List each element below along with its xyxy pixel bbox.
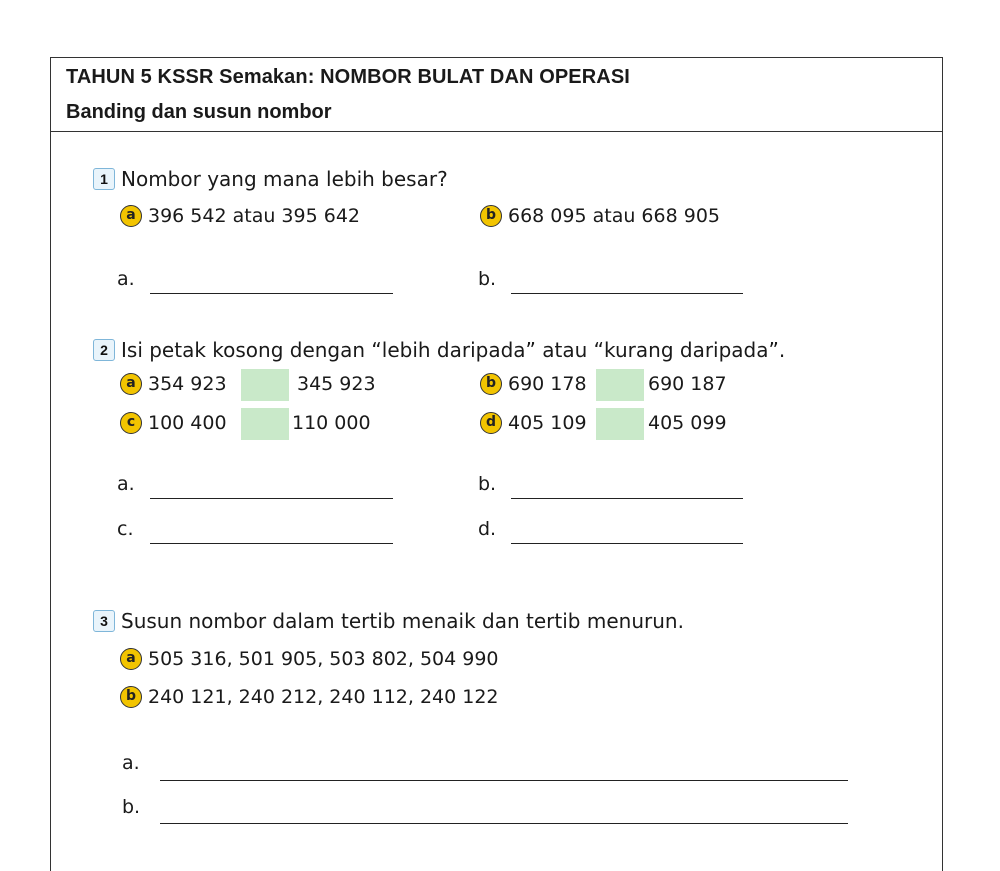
q3-option-a-marker: a [120, 648, 142, 670]
q2-answer-a-line[interactable] [150, 498, 393, 499]
q2-option-b-blank-box[interactable] [596, 369, 644, 401]
q1-answer-a-line[interactable] [150, 293, 393, 294]
q3-answer-b-label: b. [122, 796, 141, 818]
q3-answer-b-line[interactable] [160, 823, 848, 824]
q2-answer-b-label: b. [478, 473, 497, 495]
q1-answer-a-label: a. [117, 268, 135, 290]
question-3-number: 3 [93, 610, 115, 632]
q2-option-a-marker: a [120, 373, 142, 395]
q2-option-b-marker: b [480, 373, 502, 395]
q2-answer-d-line[interactable] [511, 543, 743, 544]
question-1-text: Nombor yang mana lebih besar? [121, 167, 448, 191]
q2-option-d-left: 405 109 [508, 412, 587, 434]
q2-answer-c-label: c. [117, 518, 134, 540]
q1-answer-b-line[interactable] [511, 293, 743, 294]
q2-option-d-marker: d [480, 412, 502, 434]
q3-answer-a-line[interactable] [160, 780, 848, 781]
worksheet-title: TAHUN 5 KSSR Semakan: NOMBOR BULAT DAN OPERASI [66, 66, 630, 88]
q2-answer-a-label: a. [117, 473, 135, 495]
q3-option-b-text: 240 121, 240 212, 240 112, 240 122 [148, 686, 499, 708]
worksheet-header [51, 58, 942, 132]
q2-option-b-right: 690 187 [648, 373, 727, 395]
q2-option-d-right: 405 099 [648, 412, 727, 434]
q1-option-b-marker: b [480, 205, 502, 227]
q2-option-a-right: 345 923 [297, 373, 376, 395]
question-1-number: 1 [93, 168, 115, 190]
q3-option-a-text: 505 316, 501 905, 503 802, 504 990 [148, 648, 499, 670]
q2-option-c-blank-box[interactable] [241, 408, 289, 440]
q2-answer-b-line[interactable] [511, 498, 743, 499]
q2-option-b-left: 690 178 [508, 373, 587, 395]
q1-answer-b-label: b. [478, 268, 497, 290]
q1-option-a-text: 396 542 atau 395 642 [148, 205, 360, 227]
question-2-number: 2 [93, 339, 115, 361]
q2-option-c-marker: c [120, 412, 142, 434]
q2-option-c-left: 100 400 [148, 412, 227, 434]
q2-option-a-blank-box[interactable] [241, 369, 289, 401]
question-2-text: Isi petak kosong dengan “lebih daripada” atau “kurang daripada”. [121, 338, 786, 362]
q2-option-a-left: 354 923 [148, 373, 227, 395]
q2-option-d-blank-box[interactable] [596, 408, 644, 440]
q2-answer-c-line[interactable] [150, 543, 393, 544]
q2-answer-d-label: d. [478, 518, 497, 540]
q3-answer-a-label: a. [122, 752, 140, 774]
q2-option-c-right: 110 000 [292, 412, 371, 434]
question-3-text: Susun nombor dalam tertib menaik dan tertib menurun. [121, 609, 684, 633]
worksheet-subtitle: Banding dan susun nombor [66, 101, 332, 123]
q1-option-b-text: 668 095 atau 668 905 [508, 205, 720, 227]
q1-option-a-marker: a [120, 205, 142, 227]
q3-option-b-marker: b [120, 686, 142, 708]
